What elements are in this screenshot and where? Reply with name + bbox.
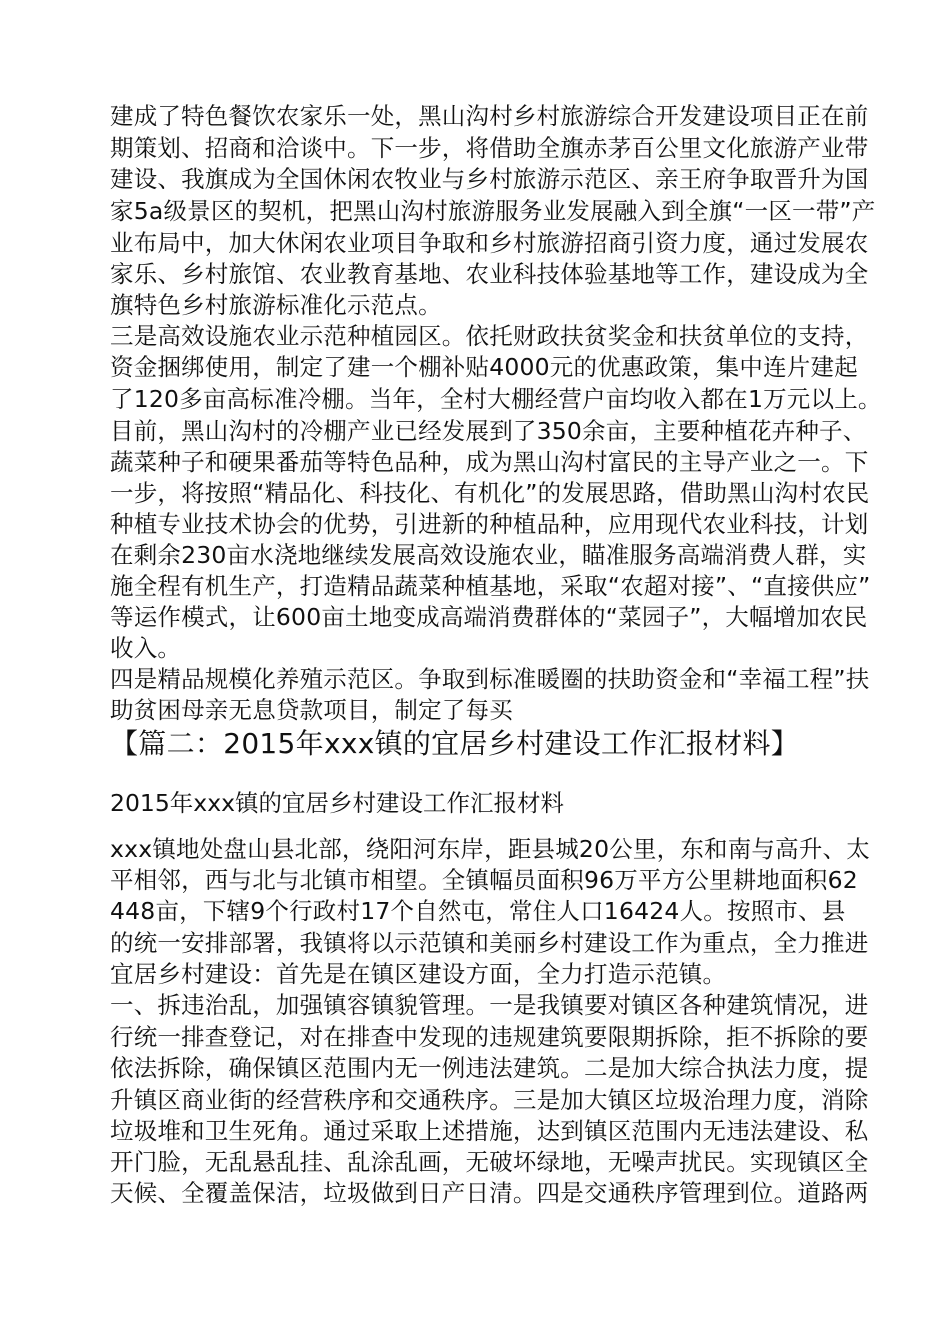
text-line: 资金捆绑使用，制定了建一个棚补贴4000元的优惠政策，集中连片建起 <box>110 353 858 381</box>
text-line: 业布局中，加大休闲农业项目争取和乡村旅游招商引资力度，通过发展农 <box>110 229 869 257</box>
document-title: 2015年xxx镇的宜居乡村建设工作汇报材料 <box>110 789 565 817</box>
text-line: 蔬菜种子和硬果番茄等特色品种，成为黑山沟村富民的主导产业之一。下 <box>110 448 869 476</box>
text-line: 宜居乡村建设：首先是在镇区建设方面，全力打造示范镇。 <box>110 960 727 988</box>
text-line: 平相邻，西与北与北镇市相望。全镇幅员面积96万平方公里耕地面积62 <box>110 866 858 894</box>
text-line: 依法拆除，确保镇区范围内无一例违法建筑。二是加大综合执法力度，提 <box>110 1054 869 1082</box>
text-line: 期策划、招商和洽谈中。下一步，将借助全旗赤茅百公里文化旅游产业带 <box>110 134 869 162</box>
text-line: 448亩，下辖9个行政村17个自然屯，常住人口16424人。按照市、县 <box>110 897 846 925</box>
text-line: 建成了特色餐饮农家乐一处，黑山沟村乡村旅游综合开发建设项目正在前 <box>110 102 869 130</box>
text-line: 种植专业技术协会的优势，引进新的种植品种，应用现代农业科技，计划 <box>110 510 869 538</box>
chapter-heading: 【篇二：2015年xxx镇的宜居乡村建设工作汇报材料】 <box>110 727 800 760</box>
text-line: 行统一排查登记，对在排查中发现的违规建筑要限期拆除，拒不拆除的要 <box>110 1023 869 1051</box>
text-line: 施全程有机生产，打造精品蔬菜种植基地，采取“农超对接”、“直接供应” <box>110 572 871 600</box>
text-line: 等运作模式，让600亩土地变成高端消费群体的“菜园子”，大幅增加农民 <box>110 603 868 631</box>
text-line: 建设、我旗成为全国休闲农牧业与乡村旅游示范区、亲王府争取晋升为国 <box>110 165 869 193</box>
text-line: 四是精品规模化养殖示范区。争取到标准暖圈的扶助资金和“幸福工程”扶 <box>110 665 870 693</box>
text-line: 目前，黑山沟村的冷棚产业已经发展到了350余亩，主要种植花卉种子、 <box>110 417 867 445</box>
text-line: 升镇区商业街的经营秩序和交通秩序。三是加大镇区垃圾治理力度，消除 <box>110 1086 869 1114</box>
text-line: 开门脸，无乱悬乱挂、乱涂乱画，无破坏绿地，无噪声扰民。实现镇区全 <box>110 1148 869 1176</box>
text-line: 一、拆违治乱，加强镇容镇貌管理。一是我镇要对镇区各种建筑情况，进 <box>110 991 869 1019</box>
text-line: 在剩余230亩水浇地继续发展高效设施农业，瞄准服务高端消费人群，实 <box>110 541 867 569</box>
text-line: 家5a级景区的契机，把黑山沟村旅游服务业发展融入到全旗“一区一带”产 <box>110 197 876 225</box>
text-line: 一步，将按照“精品化、科技化、有机化”的发展思路，借助黑山沟村农民 <box>110 479 870 507</box>
text-line: 三是高效设施农业示范种植园区。依托财政扶贫奖金和扶贫单位的支持， <box>110 322 869 350</box>
text-line: xxx镇地处盘山县北部，绕阳河东岸，距县城20公里，东和南与高升、太 <box>110 835 870 863</box>
text-line: 助贫困母亲无息贷款项目，制定了每买 <box>110 696 513 724</box>
text-line: 收入。 <box>110 634 182 662</box>
text-line: 了120多亩高标准冷棚。当年，全村大棚经营户亩均收入都在1万元以上。 <box>110 385 882 413</box>
text-line: 天候、全覆盖保洁，垃圾做到日产日清。四是交通秩序管理到位。道路两 <box>110 1179 869 1207</box>
text-line: 家乐、乡村旅馆、农业教育基地、农业科技体验基地等工作，建设成为全 <box>110 260 869 288</box>
text-line: 的统一安排部署，我镇将以示范镇和美丽乡村建设工作为重点，全力推进 <box>110 929 869 957</box>
text-line: 垃圾堆和卫生死角。通过采取上述措施，达到镇区范围内无违法建设、私 <box>110 1117 869 1145</box>
text-line: 旗特色乡村旅游标准化示范点。 <box>110 291 442 319</box>
